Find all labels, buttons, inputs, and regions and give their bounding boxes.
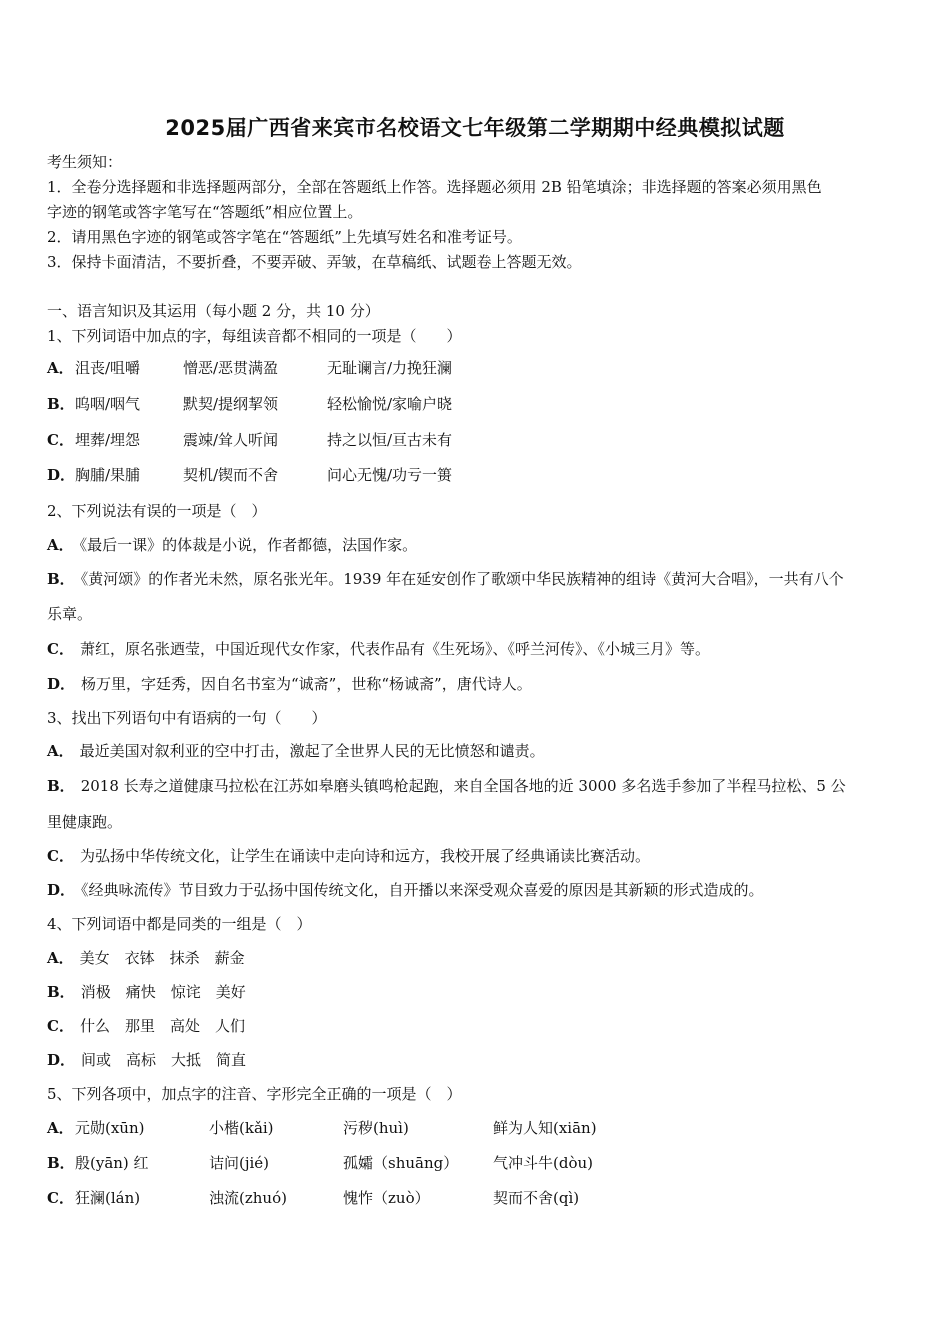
q5-b-part: 气冲斗牛(dòu) xyxy=(493,1154,593,1172)
option-text: 《黄河颂》的作者光未然，原名张光年。1939 年在延安创作了歌颂中华民族精神的组诗《黄河大合唱》，一共有八个 xyxy=(80,570,844,588)
q3-option-b xyxy=(47,776,846,796)
q2-option-d xyxy=(47,674,532,694)
q1-a-part: 沮丧/咀嚼 xyxy=(75,359,141,377)
q1-c-part: 震竦/耸人听闻 xyxy=(183,431,279,449)
option-text: 美女 衣钵 抹杀 薪金 xyxy=(79,949,245,967)
q2-option-a xyxy=(47,535,417,555)
q5-a-part: 小楷(kǎi) xyxy=(209,1119,274,1137)
option-text: 萧红，原名张迺莹，中国近现代女作家，代表作品有《生死场》、《呼兰河传》、《小城三月》等。 xyxy=(79,640,710,658)
q5-c-part: 狂澜(lán) xyxy=(75,1189,141,1207)
option-label: B． xyxy=(47,983,75,1001)
option-label: D． xyxy=(47,466,76,484)
q2-option-b xyxy=(47,569,844,589)
q4-option xyxy=(47,1050,246,1070)
q5-b-part: 孤孀（shuāng） xyxy=(343,1154,459,1172)
option-label: D． xyxy=(47,675,76,693)
notice-item: 2．请用黑色字迹的钢笔或答字笔在“答题纸”上先填写姓名和准考证号。 xyxy=(47,228,522,246)
option-label: C． xyxy=(47,847,74,865)
option-label: B． xyxy=(47,570,75,588)
option-label: C． xyxy=(47,1017,74,1035)
option-label: A． xyxy=(47,742,74,760)
q3-option-a xyxy=(47,741,545,761)
question-4-stem: 4、下列词语中都是同类的一组是（ ） xyxy=(47,915,312,933)
notice-item: 3．保持卡面清洁，不要折叠，不要弄破、弄皱，在草稿纸、试题卷上答题无效。 xyxy=(47,253,582,271)
q2-option-c xyxy=(47,639,710,659)
q4-option xyxy=(47,982,246,1002)
option-text: 2018 长寿之道健康马拉松在江苏如皋磨头镇鸣枪起跑，来自全国各地的近 3000 多名选手参加了半程马拉松、5 公 xyxy=(80,777,846,795)
q1-a-part: 无耻谰言/力挽狂澜 xyxy=(327,359,453,377)
option-label: D． xyxy=(47,881,76,899)
q3-option-c xyxy=(47,846,650,866)
option-text: 《经典咏流传》节目致力于弘扬中国传统文化，自开播以来深受观众喜爱的原因是其新颖的形式造成的。 xyxy=(81,881,764,899)
option-label: B． xyxy=(47,395,75,413)
question-3-stem: 3、找出下列语句中有语病的一句（ ） xyxy=(47,709,327,727)
notice-item: 1．全卷分选择题和非选择题两部分，全部在答题纸上作答。选择题必须用 2B 铅笔填涂；非选择题的答案必须用黑色 xyxy=(47,178,822,196)
q5-a-part: 元勋(xūn) xyxy=(75,1119,145,1137)
q1-b-part: 轻松愉悦/家喻户晓 xyxy=(327,395,453,413)
question-1-stem: 1、下列词语中加点的字，每组读音都不相同的一项是（ ） xyxy=(47,327,462,345)
option-label: D． xyxy=(47,1051,76,1069)
option-text: 间或 高标 大抵 简直 xyxy=(81,1051,247,1069)
q1-c-part: 埋葬/埋怨 xyxy=(75,431,141,449)
option-label: B． xyxy=(47,777,75,795)
q1-d-part: 问心无愧/功亏一篑 xyxy=(327,466,453,484)
option-label: C． xyxy=(47,1189,74,1207)
option-text: 为弘扬中华传统文化，让学生在诵读中走向诗和远方，我校开展了经典诵读比赛活动。 xyxy=(79,847,650,865)
q4-option xyxy=(47,1016,245,1036)
option-text: 《最后一课》的体裁是小说，作者都德，法国作家。 xyxy=(79,536,418,554)
q5-b-part: 诘问(jié) xyxy=(209,1154,270,1172)
option-label: C． xyxy=(47,640,74,658)
q3-option-b-continued: 里健康跑。 xyxy=(47,813,123,831)
option-text: 杨万里，字廷秀，因自名书室为“诚斋”，世称“杨诚斋”，唐代诗人。 xyxy=(81,675,532,693)
q5-c-part: 愧怍（zuò） xyxy=(343,1189,430,1207)
option-label: B． xyxy=(47,1154,75,1172)
page-title: 2025届广西省来宾市名校语文七年级第二学期期中经典模拟试题 xyxy=(165,116,785,140)
option-text: 消极 痛快 惊诧 美好 xyxy=(80,983,246,1001)
q1-b-part: 呜咽/咽气 xyxy=(75,395,141,413)
question-5-stem: 5、下列各项中，加点字的注音、字形完全正确的一项是（ ） xyxy=(47,1085,462,1103)
option-text: 最近美国对叙利亚的空中打击，激起了全世界人民的无比愤怒和谴责。 xyxy=(79,742,545,760)
option-label: C． xyxy=(47,431,74,449)
q5-b-part: 殷(yān) 红 xyxy=(75,1154,149,1172)
q3-option-d xyxy=(47,880,764,900)
q1-a-part: 憎恶/恶贯满盈 xyxy=(183,359,279,377)
q4-option xyxy=(47,948,245,968)
q1-d-part: 胸脯/果脯 xyxy=(75,466,141,484)
option-label: A． xyxy=(47,536,74,554)
q2-option-b-continued: 乐章。 xyxy=(47,605,93,623)
q1-c-part: 持之以恒/亘古未有 xyxy=(327,431,453,449)
option-label: A． xyxy=(47,359,74,377)
q5-a-part: 污秽(huì) xyxy=(343,1119,409,1137)
option-label: A． xyxy=(47,1119,74,1137)
q5-a-part: 鲜为人知(xiān) xyxy=(493,1119,597,1137)
q1-b-part: 默契/提纲挈领 xyxy=(183,395,279,413)
option-text: 什么 那里 高处 人们 xyxy=(79,1017,245,1035)
option-label: A． xyxy=(47,949,74,967)
section-heading: 一、语言知识及其运用（每小题 2 分，共 10 分） xyxy=(47,302,380,320)
q5-c-part: 契而不舍(qì) xyxy=(493,1189,580,1207)
q1-d-part: 契机/锲而不舍 xyxy=(183,466,279,484)
notice-heading: 考生须知： xyxy=(47,153,123,171)
q5-c-part: 浊流(zhuó) xyxy=(209,1189,287,1207)
question-2-stem: 2、下列说法有误的一项是（ ） xyxy=(47,502,267,520)
notice-item: 字迹的钢笔或答字笔写在“答题纸”相应位置上。 xyxy=(47,203,363,221)
